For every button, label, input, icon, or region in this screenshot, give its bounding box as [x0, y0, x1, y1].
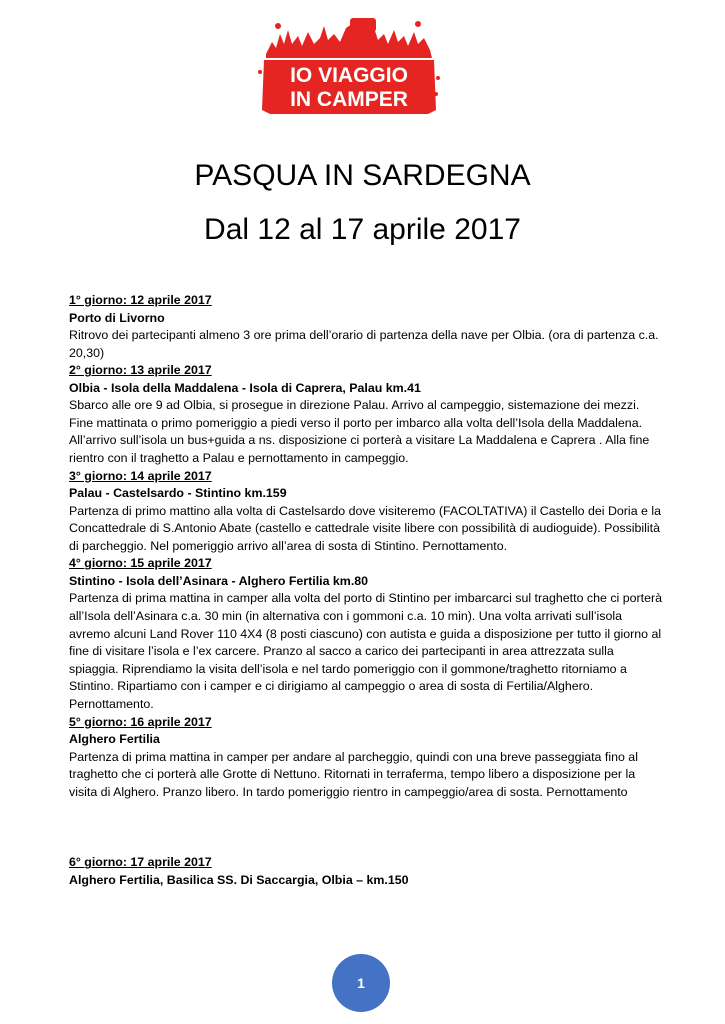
day-2 — [69, 362, 664, 467]
day-heading: 6° giorno: 17 aprile 2017 — [69, 855, 212, 870]
day-description: Ritrovo dei partecipanti almeno 3 ore prima dell’orario di partenza della nave per Olbia. (ora di partenza c.a. 20,30) — [69, 328, 659, 360]
day-6 — [69, 854, 664, 889]
day-heading: 2° giorno: 13 aprile 2017 — [69, 363, 212, 378]
page-subtitle: Dal 12 al 17 aprile 2017 — [204, 213, 521, 246]
day-route: Palau - Castelsardo - Stintino km.159 — [69, 486, 287, 501]
day-heading: 4° giorno: 15 aprile 2017 — [69, 556, 212, 571]
day-route: Alghero Fertilia, Basilica SS. Di Saccargia, Olbia – km.150 — [69, 872, 409, 887]
day-route: Stintino - Isola dell’Asinara - Alghero Fertilia km.80 — [69, 573, 369, 588]
day-description: Partenza di prima mattina in camper alla volta del porto di Stintino per imbarcarci sul traghetto che ci porterà all’Isola dell’Asinara c.a. 30 min (in alternativa con i gommoni c.a. 10 min). Una volta arrivati sull’isola avremo alcuni Land Rover 110 4X4 (8 posti ciascuno) con autista e guida a disposizione per tutto il giorno al fine di visitare l’isola e l’ex carcere. Pranzo al sacco a carico dei partecipanti in area attrezzata sulla spiaggia. Riprendiamo la visita dell’isola e nel tardo pomeriggio con il gommone/traghetto ritorniamo a Stintino. Ripartiamo con i camper e ci dirigiamo al campeggio o area di sosta di Fertilia/Alghero. Pernottamento. — [69, 591, 662, 711]
logo-line-2: IN CAMPER — [290, 88, 408, 111]
camper-logo-icon — [258, 14, 440, 118]
day-heading: 1° giorno: 12 aprile 2017 — [69, 293, 212, 307]
day-route: Porto di Livorno — [69, 310, 165, 325]
itinerary — [69, 292, 664, 889]
day-route: Olbia - Isola della Maddalena - Isola di Caprera, Palau km.41 — [69, 380, 421, 395]
day-4 — [69, 555, 664, 713]
logo-line-1: IO VIAGGIO — [290, 64, 408, 87]
day-description: Sbarco alle ore 9 ad Olbia, si prosegue in direzione Palau. Arrivo al campeggio, sistemazione dei mezzi. Fine mattinata o primo pomeriggio a piedi verso il porto per imbarco alla volta dell’Isola della Maddalena. All’arrivo sull’isola un bus+guida a ns. disposizione ci porterà a visitare La Maddalena e Caprera . Alla fine rientro con il traghetto a Palau e pernottamento in campeggio. — [69, 398, 650, 465]
page-number-badge — [332, 954, 390, 1012]
day-heading: 3° giorno: 14 aprile 2017 — [69, 468, 212, 483]
day-3 — [69, 468, 664, 556]
day-heading: 5° giorno: 16 aprile 2017 — [69, 714, 212, 729]
logo — [258, 14, 440, 118]
day-5 — [69, 714, 664, 802]
page-number: 1 — [357, 975, 365, 991]
day-1 — [69, 292, 664, 362]
day-route: Alghero Fertilia — [69, 732, 160, 746]
page-title: PASQUA IN SARDEGNA — [194, 159, 531, 192]
title-block — [0, 158, 725, 248]
day-description: Partenza di prima mattina in camper per andare al parcheggio, quindi con una breve passeggiata fino al traghetto che ci porterà alle Grotte di Nettuno. Ritornati in terraferma, tempo libero a disposizione per la visita di Alghero. Pranzo libero. In tardo pomeriggio rientro in campeggio/area di sosta. Pernottamento — [69, 749, 638, 799]
day-description: Partenza di primo mattino alla volta di Castelsardo dove visiteremo (FACOLTATIVA) il Castello dei Doria e la Concattedrale di S.Antonio Abate (castello e cattedrale visite libere con possibilità di audioguide). Possibilità di parcheggio. Nel pomeriggio arrivo all’area di sosta di Stintino. Pernottamento. — [69, 503, 662, 553]
